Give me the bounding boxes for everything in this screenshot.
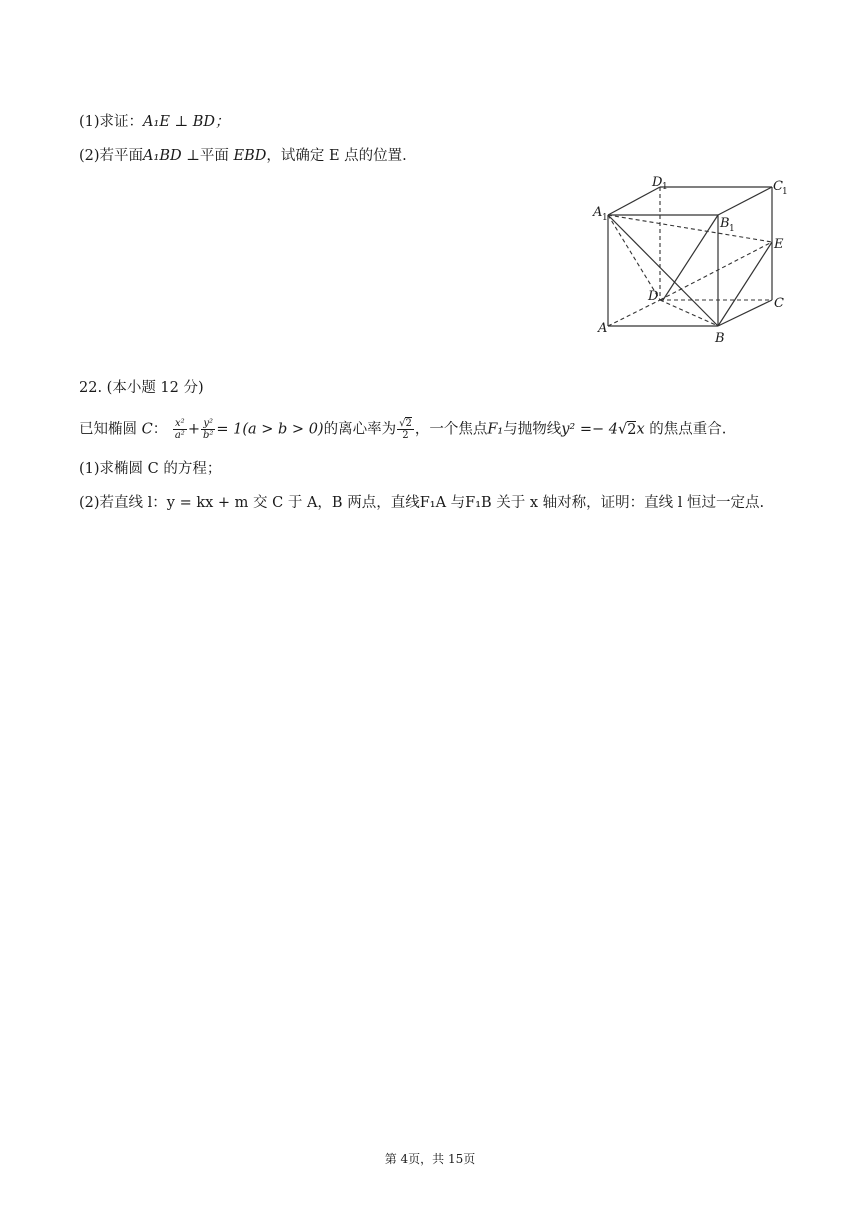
segment-a1-d [608, 215, 660, 300]
fraction-sqrt2-2: $\frac{√2}{2}$ [399, 418, 412, 441]
q22-end: 的焦点重合. [644, 421, 727, 438]
fraction-x2-a2: $\frac{\text{x²}}{\text{a²}}$ [174, 418, 185, 441]
label-b: B [715, 331, 725, 345]
segment-d-e [660, 242, 772, 300]
edge-a1-d1 [608, 187, 660, 215]
segment-a1-b [608, 215, 718, 326]
label-b1: B [720, 216, 730, 231]
label-d1-sub: 1 [662, 182, 668, 192]
q21-part2-prefix: (2)若平面 [79, 148, 144, 164]
q21-part2-mid: ⊥平面 [181, 148, 234, 164]
q22-focus: F₁ [487, 421, 504, 438]
label-e: E [774, 237, 784, 252]
label-a1: A [593, 205, 603, 220]
q22-ellipse-name: C [141, 421, 153, 438]
segment-a1-e [608, 215, 772, 242]
q22-x: x [636, 421, 645, 438]
label-b1-sub: 1 [729, 224, 735, 234]
edge-b1-c1 [718, 187, 772, 215]
q22-parabola-text: 与抛物线 [503, 421, 562, 438]
label-c1-sub: 1 [782, 187, 788, 197]
q22-part2: (2)若直线 l：y = kx + m 交 C 于 A，B 两点，直线F₁A 与F₁B 关于 x 轴对称，证明：直线 l 恒过一定点. [79, 495, 765, 511]
label-c: C [774, 296, 784, 311]
label-c1: C [773, 179, 783, 194]
q22-colon: ： [152, 421, 168, 438]
q22-equation-tail: = 1(a > b > 0) [216, 421, 324, 438]
q22-part1: (1)求椭圆 C 的方程； [79, 461, 222, 477]
q22-intro-prefix: 已知椭圆 [79, 421, 142, 438]
q22-after-ecc: ，一个焦点 [414, 421, 488, 438]
q22-parabola: y² =− 4 [561, 421, 618, 438]
q22-header: 22. (本小题 12 分) [79, 380, 204, 396]
q21-part1 [79, 112, 230, 132]
q21-part1-prefix: (1)求证： [79, 114, 144, 130]
label-d: D [648, 289, 659, 304]
label-d1: D [652, 175, 663, 190]
q22-intro: 已知椭圆 C： $\frac{\text{x²}}{\text{a²}}$ + $\frac{\text{y²}}{\text{b²}}$ = 1(a > b > 0)的离心率为 $\frac{√2}{2}$ ，一个焦点F₁与抛物线y² =− 4√2x 的焦点重合. [79, 418, 727, 441]
label-a: A [598, 321, 608, 336]
q22-eccentricity-text: 的离心率为 [323, 421, 397, 438]
q21-part2-suffix: ，试确定 E 点的位置. [266, 148, 407, 164]
q22-sqrt-content: 2 [627, 421, 637, 438]
segment-d-b1 [663, 215, 718, 300]
segment-d-b [660, 300, 718, 326]
page-footer: 第 4页，共 15页 [384, 1152, 476, 1166]
q21-plane-a1bd: A₁BD [143, 148, 182, 164]
q21-part2 [79, 146, 407, 166]
fraction-y2-b2: $\frac{\text{y²}}{\text{b²}}$ [202, 418, 214, 441]
q21-plane-ebd: EBD [233, 148, 267, 164]
label-a1-sub: 1 [602, 213, 608, 223]
q21-part1-statement: A₁E ⊥ BD； [143, 114, 230, 130]
cube-figure [588, 170, 798, 345]
